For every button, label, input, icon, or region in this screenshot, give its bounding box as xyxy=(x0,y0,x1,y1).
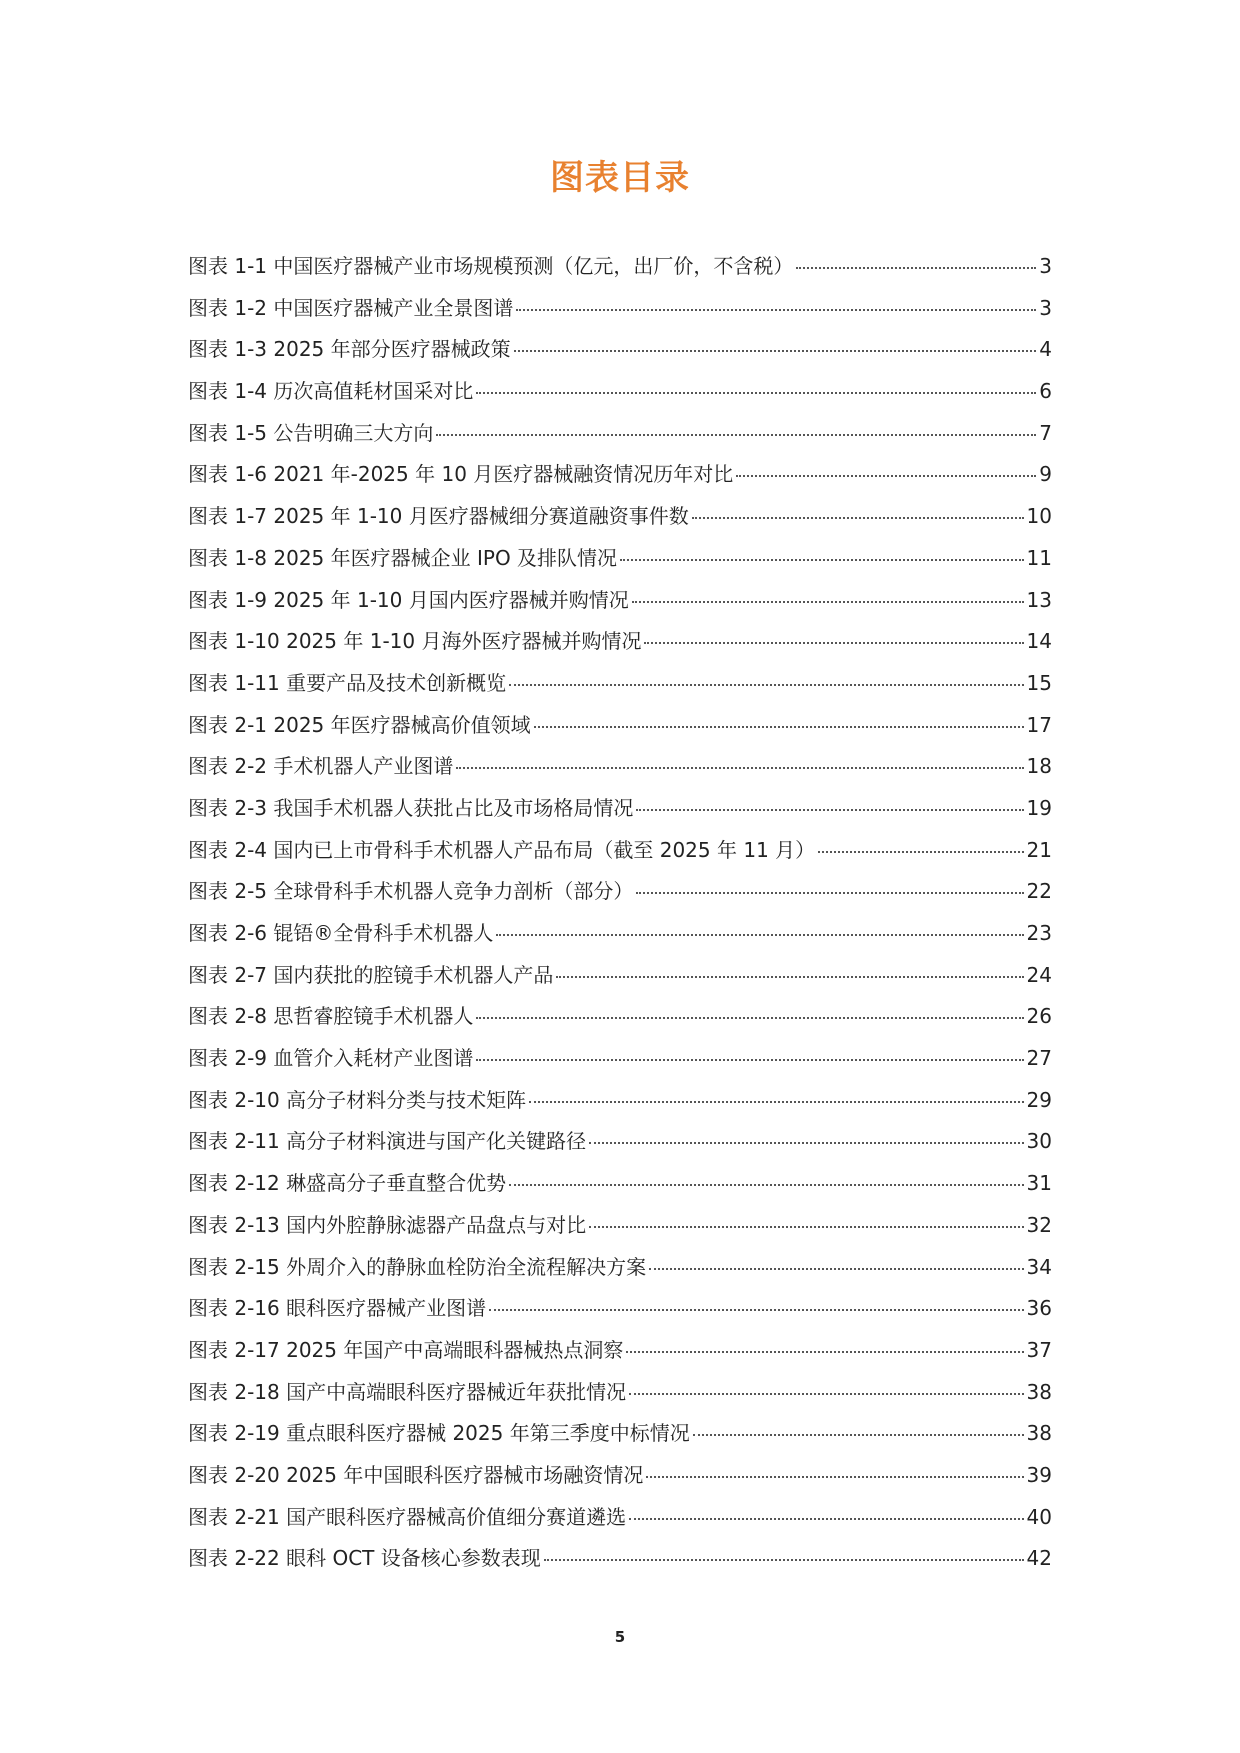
entry-page: 24 xyxy=(1026,962,1052,987)
toc-entry[interactable] xyxy=(188,834,1052,876)
entry-page: 34 xyxy=(1026,1254,1052,1279)
entry-page: 7 xyxy=(1039,420,1052,445)
entry-label: 图表 1-8 2025 年医疗器械企业 IPO 及排队情况 xyxy=(188,545,618,570)
dot-leader xyxy=(693,1434,1024,1436)
toc-entry[interactable] xyxy=(188,667,1052,709)
dot-leader xyxy=(636,809,1023,811)
dot-leader xyxy=(509,684,1023,686)
entry-page: 38 xyxy=(1026,1379,1052,1404)
dot-leader xyxy=(544,1559,1024,1561)
entry-label: 图表 2-8 思哲睿腔镜手术机器人 xyxy=(188,1004,474,1029)
entry-label: 图表 2-19 重点眼科医疗器械 2025 年第三季度中标情况 xyxy=(188,1421,690,1446)
entry-page: 3 xyxy=(1039,295,1052,320)
entry-page: 4 xyxy=(1039,337,1052,362)
dot-leader xyxy=(620,559,1023,561)
entry-label: 图表 2-7 国内获批的腔镜手术机器人产品 xyxy=(188,962,554,987)
dot-leader xyxy=(556,976,1023,978)
entry-page: 40 xyxy=(1026,1504,1052,1529)
toc-entry[interactable] xyxy=(188,1376,1052,1418)
toc-entry[interactable] xyxy=(188,1000,1052,1042)
toc-entry[interactable] xyxy=(188,375,1052,417)
toc-entry[interactable] xyxy=(188,417,1052,459)
toc-entry[interactable] xyxy=(188,542,1052,584)
entry-page: 10 xyxy=(1026,504,1052,529)
entry-label: 图表 2-22 眼科 OCT 设备核心参数表现 xyxy=(188,1546,541,1571)
dot-leader xyxy=(646,1476,1023,1478)
toc-entry[interactable] xyxy=(188,458,1052,500)
entry-page: 13 xyxy=(1026,587,1052,612)
entry-label: 图表 2-2 手术机器人产业图谱 xyxy=(188,754,454,779)
entry-page: 29 xyxy=(1026,1087,1052,1112)
toc-entry[interactable] xyxy=(188,959,1052,1001)
dot-leader xyxy=(626,1351,1023,1353)
dot-leader xyxy=(476,392,1036,394)
dot-leader xyxy=(489,1309,1023,1311)
dot-leader xyxy=(589,1226,1023,1228)
entry-page: 3 xyxy=(1039,254,1052,278)
entry-label: 图表 2-18 国产中高端眼科医疗器械近年获批情况 xyxy=(188,1379,627,1404)
entry-page: 6 xyxy=(1039,379,1052,404)
dot-leader xyxy=(534,726,1024,728)
entry-label: 图表 2-15 外周介入的静脉血栓防治全流程解决方案 xyxy=(188,1254,647,1279)
dot-leader xyxy=(649,1268,1023,1270)
dot-leader xyxy=(509,1184,1023,1186)
toc-entry[interactable] xyxy=(188,1459,1052,1501)
dot-leader xyxy=(644,642,1023,644)
entry-label: 图表 2-1 2025 年医疗器械高价值领域 xyxy=(188,712,531,737)
toc-entry[interactable] xyxy=(188,625,1052,667)
toc-entry[interactable] xyxy=(188,1334,1052,1376)
entry-label: 图表 2-3 我国手术机器人获批占比及市场格局情况 xyxy=(188,795,634,820)
dot-leader xyxy=(818,851,1023,853)
dot-leader xyxy=(436,434,1036,436)
entry-page: 26 xyxy=(1026,1004,1052,1029)
toc-entry[interactable] xyxy=(188,1167,1052,1209)
entry-label: 图表 2-13 国内外腔静脉滤器产品盘点与对比 xyxy=(188,1212,587,1237)
entry-page: 14 xyxy=(1026,629,1052,654)
entry-page: 39 xyxy=(1026,1462,1052,1487)
dot-leader xyxy=(636,892,1023,894)
entry-label: 图表 1-4 历次高值耗材国采对比 xyxy=(188,379,474,404)
entry-label: 图表 2-10 高分子材料分类与技术矩阵 xyxy=(188,1087,527,1112)
entry-page: 15 xyxy=(1026,670,1052,695)
dot-leader xyxy=(589,1142,1023,1144)
entry-page: 36 xyxy=(1026,1296,1052,1321)
entry-label: 图表 1-2 中国医疗器械产业全景图谱 xyxy=(188,295,514,320)
dot-leader xyxy=(456,767,1023,769)
toc-title: 图表目录 xyxy=(550,158,690,198)
entry-label: 图表 2-16 眼科医疗器械产业图谱 xyxy=(188,1296,487,1321)
entry-page: 11 xyxy=(1026,545,1052,570)
entry-page: 32 xyxy=(1026,1212,1052,1237)
toc-entry[interactable] xyxy=(188,1542,1052,1584)
toc-entry[interactable] xyxy=(188,875,1052,917)
entry-label: 图表 2-11 高分子材料演进与国产化关键路径 xyxy=(188,1129,587,1154)
toc-entry[interactable] xyxy=(188,584,1052,626)
entry-page: 17 xyxy=(1026,712,1052,737)
dot-leader xyxy=(629,1393,1023,1395)
toc-entry[interactable] xyxy=(188,1042,1052,1084)
entry-label: 图表 1-6 2021 年-2025 年 10 月医疗器械融资情况历年对比 xyxy=(188,462,734,487)
toc-entry[interactable] xyxy=(188,1501,1052,1543)
entry-page: 38 xyxy=(1026,1421,1052,1446)
entry-page: 19 xyxy=(1026,795,1052,820)
entry-label: 图表 2-6 锟铻®全骨科手术机器人 xyxy=(188,921,494,945)
toc-entry[interactable] xyxy=(188,1417,1052,1459)
dot-leader xyxy=(476,1059,1023,1061)
dot-leader xyxy=(796,267,1036,269)
toc-entry[interactable] xyxy=(188,250,1052,292)
figure-list xyxy=(188,250,1052,1584)
entry-label: 图表 2-20 2025 年中国眼科医疗器械市场融资情况 xyxy=(188,1462,644,1487)
entry-label: 图表 2-5 全球骨科手术机器人竞争力剖析（部分） xyxy=(188,879,634,904)
toc-entry[interactable] xyxy=(188,709,1052,751)
toc-entry[interactable] xyxy=(188,500,1052,542)
entry-page: 30 xyxy=(1026,1129,1052,1154)
dot-leader xyxy=(632,601,1024,603)
entry-label: 图表 1-1 中国医疗器械产业市场规模预测（亿元，出厂价，不含税） xyxy=(188,254,794,278)
entry-page: 31 xyxy=(1026,1171,1052,1196)
entry-page: 23 xyxy=(1026,921,1052,945)
dot-leader xyxy=(476,1017,1023,1019)
entry-page: 27 xyxy=(1026,1046,1052,1071)
entry-page: 22 xyxy=(1026,879,1052,904)
page-number: 5 xyxy=(614,1628,626,1646)
entry-label: 图表 1-11 重要产品及技术创新概览 xyxy=(188,670,507,695)
entry-label: 图表 1-10 2025 年 1-10 月海外医疗器械并购情况 xyxy=(188,629,642,654)
entry-page: 9 xyxy=(1039,462,1052,487)
toc-entry[interactable] xyxy=(188,1209,1052,1251)
entry-page: 42 xyxy=(1026,1546,1052,1571)
toc-entry[interactable] xyxy=(188,292,1052,334)
dot-leader xyxy=(496,934,1023,936)
toc-entry[interactable] xyxy=(188,750,1052,792)
dot-leader xyxy=(692,517,1024,519)
dot-leader xyxy=(516,309,1036,311)
toc-entry[interactable] xyxy=(188,792,1052,834)
toc-entry[interactable] xyxy=(188,333,1052,375)
entry-label: 图表 2-9 血管介入耗材产业图谱 xyxy=(188,1046,474,1071)
toc-entry[interactable] xyxy=(188,917,1052,959)
dot-leader xyxy=(629,1518,1023,1520)
entry-label: 图表 2-21 国产眼科医疗器械高价值细分赛道遴选 xyxy=(188,1504,627,1529)
dot-leader xyxy=(514,350,1037,352)
toc-entry[interactable] xyxy=(188,1125,1052,1167)
entry-label: 图表 1-3 2025 年部分医疗器械政策 xyxy=(188,337,511,362)
entry-label: 图表 2-17 2025 年国产中高端眼科器械热点洞察 xyxy=(188,1337,624,1362)
toc-entry[interactable] xyxy=(188,1292,1052,1334)
dot-leader xyxy=(736,475,1036,477)
entry-label: 图表 2-4 国内已上市骨科手术机器人产品布局（截至 2025 年 11 月） xyxy=(188,837,816,862)
entry-label: 图表 1-9 2025 年 1-10 月国内医疗器械并购情况 xyxy=(188,587,629,612)
entry-label: 图表 1-5 公告明确三大方向 xyxy=(188,420,434,445)
entry-label: 图表 1-7 2025 年 1-10 月医疗器械细分赛道融资事件数 xyxy=(188,504,689,529)
entry-label: 图表 2-12 琳盛高分子垂直整合优势 xyxy=(188,1171,507,1196)
toc-entry[interactable] xyxy=(188,1251,1052,1293)
entry-page: 21 xyxy=(1026,837,1052,862)
toc-entry[interactable] xyxy=(188,1084,1052,1126)
entry-page: 37 xyxy=(1026,1337,1052,1362)
entry-page: 18 xyxy=(1026,754,1052,779)
dot-leader xyxy=(529,1101,1023,1103)
